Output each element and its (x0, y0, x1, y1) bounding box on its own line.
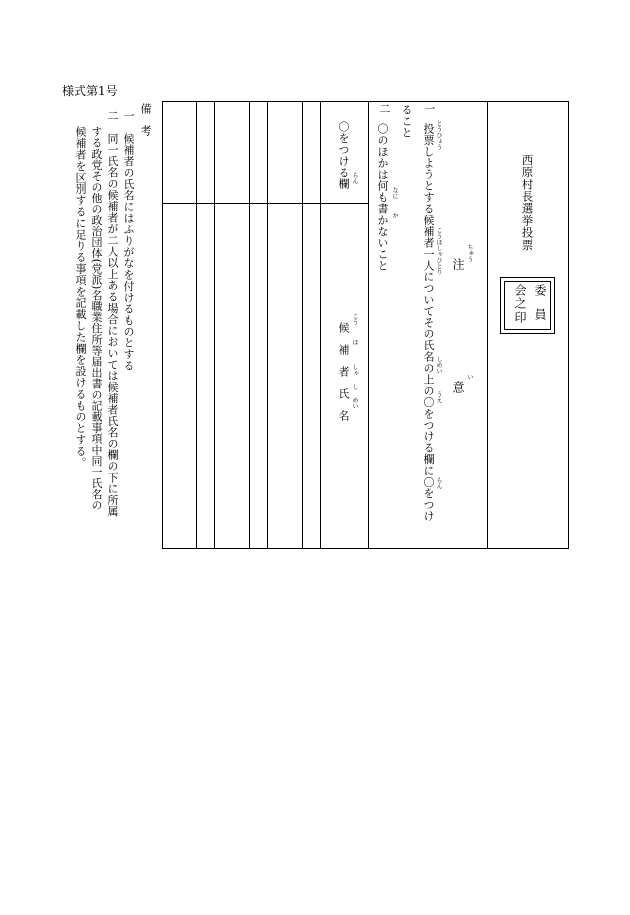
furigana: ほ (351, 339, 358, 345)
furigana: ちゅう (466, 244, 473, 262)
notice-item2-number: 二 (378, 103, 391, 114)
remarks-heading: 備 考 (139, 103, 152, 136)
furigana: うえ (435, 391, 442, 403)
column-divider (302, 101, 303, 549)
furigana: こうほしゃひとり (435, 227, 442, 275)
furigana: い (466, 374, 473, 380)
furigana: か (391, 212, 398, 218)
column-divider (196, 101, 197, 549)
remarks-item2: 二 同一氏名の候補者が二人以上ある場合においては候補者氏名の欄の下に所属 (106, 110, 119, 517)
remarks-item2-continuation: する政党その他の政治団体(党派)名職業住所等届出書の記載事項中同一氏名の (90, 126, 103, 511)
seal-char: 会 (513, 284, 527, 296)
furigana: しゃ (351, 364, 358, 376)
notice-item1-text: 投票しようとする候補者一人についてその氏名の上の〇をつける欄に〇をつけ (422, 123, 435, 522)
furigana: こう (351, 313, 358, 325)
furigana: なに (391, 187, 398, 199)
table-right-border (568, 101, 569, 549)
mark-row-divider (162, 203, 368, 204)
column-divider (320, 101, 321, 549)
seal-char: 員 (533, 308, 547, 320)
seal-char: 之 (513, 297, 527, 309)
mark-column-label: 〇をつける欄 (337, 121, 350, 190)
column-divider (267, 101, 268, 549)
seal-char: 印 (513, 311, 527, 323)
table-left-border (162, 101, 163, 549)
column-divider (368, 101, 369, 549)
column-divider (487, 101, 488, 549)
notice-item1-number: 一 (423, 103, 436, 114)
furigana: し (351, 384, 358, 390)
remarks-item1: 一 候補者の氏名にはふりがなを付けるものとする (122, 110, 135, 372)
column-divider (249, 101, 250, 549)
name-column-label: 候 補 者 氏 名 (337, 322, 350, 421)
furigana: らん (351, 172, 358, 184)
column-divider (214, 101, 215, 549)
notice-item1-continuation: ること (400, 104, 413, 139)
ballot-title: 西原村長選挙投票 (520, 154, 535, 251)
form-number: 様式第1号 (62, 84, 118, 98)
committee-seal (500, 277, 555, 334)
seal-char: 委 (533, 284, 547, 296)
furigana: めい (351, 397, 358, 409)
notice-heading-right: 意 (451, 381, 465, 393)
furigana: しめい (435, 356, 442, 374)
furigana: とうひょう (435, 120, 442, 150)
notice-item2-text: 〇のほかは何も書かないこと (376, 123, 389, 272)
table-bottom-border (162, 548, 568, 549)
notice-heading-left: 注 (451, 258, 465, 270)
table-top-border (162, 101, 568, 102)
furigana: らん (435, 477, 442, 489)
remarks-item2-continuation: 候補者を区別するに足りる事項を記載した欄を設けるものとする。 (74, 126, 87, 468)
